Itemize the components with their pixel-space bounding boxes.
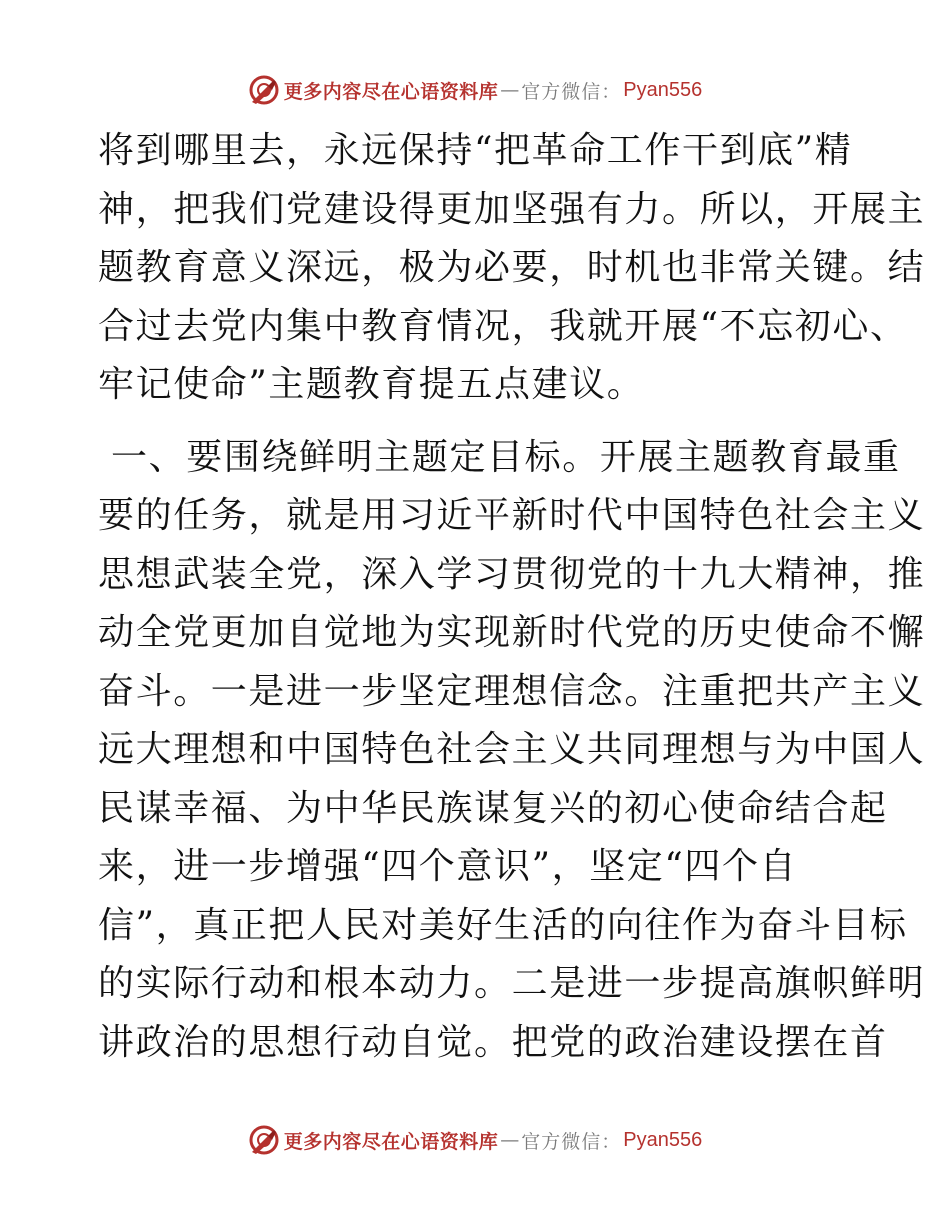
banner-main-text: 更多内容尽在心语资料库 [283, 80, 499, 103]
text-line: 信”，真正把人民对美好生活的向往作为奋斗目标 [98, 904, 908, 946]
text-line: 牢记使命”主题教育提五点建议。 [98, 364, 645, 405]
text-line: 奋斗。一是进一步坚定理想信念。注重把共产主义 [98, 670, 926, 712]
text-line: 题教育意义深远，极为必要，时机也非常关键。结 [98, 247, 926, 288]
banner-wechat-id: Pyan556 [623, 1128, 703, 1151]
banner-main-text: 更多内容尽在心语资料库 [283, 1130, 499, 1153]
pen-logo-icon [248, 74, 280, 106]
text-line: 一、要围绕鲜明主题定目标。开展主题教育最重 [98, 436, 901, 478]
pen-logo-icon [248, 1124, 280, 1156]
text-line: 神，把我们党建设得更加坚强有力。所以，开展主 [98, 188, 926, 230]
text-line: 要的任务，就是用习近平新时代中国特色社会主义 [98, 495, 926, 536]
text-line: 来，进一步增强“四个意识”，坚定“四个自 [98, 846, 798, 887]
banner-wechat-label: 官方微信： [521, 80, 622, 103]
text-line: 民谋幸福、为中华民族谋复兴的初心使命结合起 [98, 787, 888, 829]
banner-dash: — [500, 1129, 520, 1151]
banner-wechat-label: 官方微信： [521, 1130, 622, 1153]
text-line: 思想武装全党，深入学习贯彻党的十九大精神，推 [98, 553, 926, 595]
document-body [98, 122, 926, 1072]
text-line: 远大理想和中国特色社会主义共同理想与为中国人 [98, 729, 926, 770]
paragraph-2 [98, 429, 926, 1073]
banner-wechat-id: Pyan556 [623, 78, 703, 101]
text-line: 动全党更加自觉地为实现新时代党的历史使命不懈 [98, 612, 926, 653]
text-line: 合过去党内集中教育情况，我就开展“不忘初心、 [98, 305, 908, 347]
paragraph-1 [98, 122, 926, 415]
footer-banner [0, 1120, 950, 1160]
banner-dash: — [500, 79, 520, 101]
text-line: 的实际行动和根本动力。二是进一步提高旗帜鲜明 [98, 963, 926, 1004]
text-line: 将到哪里去，永远保持“把革命工作干到底”精 [98, 130, 853, 171]
text-line: 讲政治的思想行动自觉。把党的政治建设摆在首 [98, 1021, 888, 1063]
header-banner [0, 70, 950, 110]
